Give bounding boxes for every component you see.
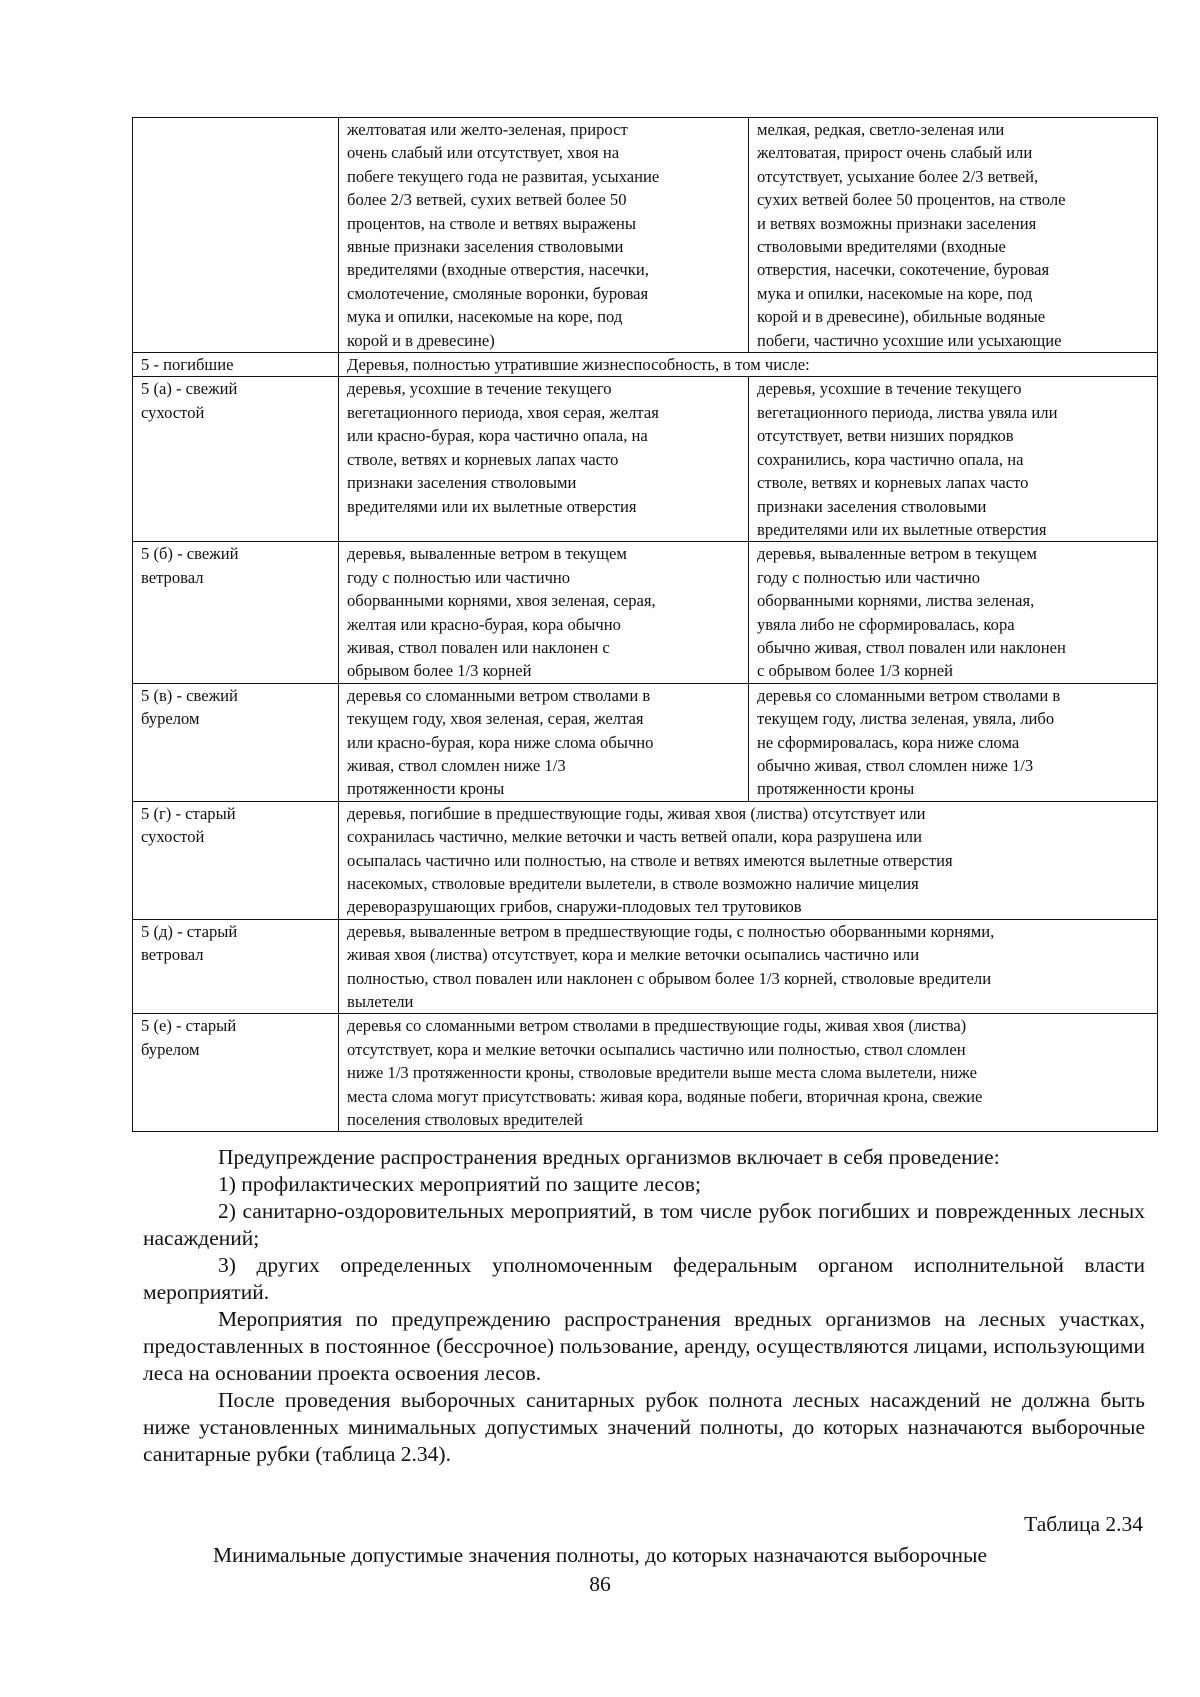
table-label: Таблица 2.34 bbox=[1024, 1512, 1143, 1536]
body-text bbox=[143, 1144, 1145, 1468]
paragraph: 2) санитарно-оздоровительных мероприятий, в том числе рубок погибших и поврежденных лесных насаждений; bbox=[143, 1199, 1145, 1250]
merged-description-cell: деревья со сломанными ветром стволами в предшествующие годы, живая хвоя (листва) отсутствует, кора и мелкие веточки осыпались частично или полностью, ствол сломлен ниже 1/3 протяженности кроны, стволовые вредители выше места слома вылетели, ниже места слома могут присутствовать: живая кора, водяные побеги, вторичная крона, свежие поселения стволовых вредителей bbox=[339, 1014, 1158, 1132]
merged-description-cell: деревья, погибшие в предшествующие годы, живая хвоя (листва) отсутствует или сохранилась частично, мелкие веточки и часть ветвей опали, кора разрушена или осыпалась частично или полностью, на стволе и ветвях имеются вылетные отверстия насекомых, стволовые вредители вылетели, в стволе возможно наличие мицелия дереворазрушающих грибов, снаружи-плодовых тел трутовиков bbox=[339, 801, 1158, 919]
table-row bbox=[133, 377, 1158, 542]
deciduous-description-cell: деревья, усохшие в течение текущего вегетационного периода, листва увяла или отсутствует, ветви низших порядков сохранились, кора частично опала, на стволе, ветвях и корневых лапах часто признаки заселения стволовыми вредителями или их вылетные отверстия bbox=[749, 377, 1158, 542]
category-cell: 5 (д) - старый ветровал bbox=[133, 919, 339, 1014]
table-row bbox=[133, 919, 1158, 1014]
category-cell: 5 - погибшие bbox=[133, 353, 339, 377]
category-cell: 5 (г) - старый сухостой bbox=[133, 801, 339, 919]
conifer-description-cell: деревья со сломанными ветром стволами в текущем году, хвоя зеленая, серая, желтая или красно-бурая, кора ниже слома обычно живая, ствол сломлен ниже 1/3 протяженности кроны bbox=[339, 683, 749, 801]
deciduous-description-cell: деревья, вываленные ветром в текущем году с полностью или частично оборванными корнями, листва зеленая, увяла либо не сформировалась, кора обычно живая, ствол повален или наклонен с обрывом более 1/3 корней bbox=[749, 542, 1158, 683]
merged-description-cell: Деревья, полностью утратившие жизнеспособность, в том числе: bbox=[339, 353, 1158, 377]
category-cell: 5 (в) - свежий бурелом bbox=[133, 683, 339, 801]
table-row bbox=[133, 118, 1158, 353]
table-row bbox=[133, 353, 1158, 377]
paragraph: Мероприятия по предупреждению распространения вредных организмов на лесных участках, предоставленных в постоянное (бессрочное) пользование, аренду, осуществляются лицами, использующими леса на основании проекта освоения лесов. bbox=[143, 1307, 1145, 1385]
merged-description-cell: деревья, вываленные ветром в предшествующие годы, с полностью оборванными корнями, живая хвоя (листва) отсутствует, кора и мелкие веточки осыпались частично или полностью, ствол повален или наклонен с обрывом более 1/3 корней, стволовые вредители вылетели bbox=[339, 919, 1158, 1014]
table-row bbox=[133, 1014, 1158, 1132]
category-cell: 5 (е) - старый бурелом bbox=[133, 1014, 339, 1132]
paragraph: Предупреждение распространения вредных организмов включает в себя проведение: bbox=[218, 1145, 1000, 1169]
paragraph: 1) профилактических мероприятий по защите лесов; bbox=[218, 1172, 701, 1196]
page-number: 86 bbox=[589, 1572, 611, 1596]
tree-condition-table bbox=[132, 117, 1158, 1132]
deciduous-description-cell: мелкая, редкая, светло-зеленая или желтоватая, прирост очень слабый или отсутствует, усыхание более 2/3 ветвей, сухих ветвей более 50 процентов, на стволе и ветвях возможны признаки заселения стволовыми вредителями (входные отверстия, насечки, сокотечение, буровая мука и опилки, насекомые на коре, под корой и в древесине), обильные водяные побеги, частично усохшие или усыхающие bbox=[749, 118, 1158, 353]
deciduous-description-cell: деревья со сломанными ветром стволами в текущем году, листва зеленая, увяла, либо не сформировалась, кора ниже слома обычно живая, ствол сломлен ниже 1/3 протяженности кроны bbox=[749, 683, 1158, 801]
conifer-description-cell: деревья, усохшие в течение текущего вегетационного периода, хвоя серая, желтая или красно-бурая, кора частично опала, на стволе, ветвях и корневых лапах часто признаки заселения стволовыми вредителями или их вылетные отверстия bbox=[339, 377, 749, 542]
table-title: Минимальные допустимые значения полноты, до которых назначаются выборочные bbox=[212, 1543, 988, 1567]
conifer-description-cell: деревья, вываленные ветром в текущем году с полностью или частично оборванными корнями, хвоя зеленая, серая, желтая или красно-бурая, кора обычно живая, ствол повален или наклонен с обрывом более 1/3 корней bbox=[339, 542, 749, 683]
category-cell bbox=[133, 118, 339, 353]
table-row bbox=[133, 683, 1158, 801]
category-cell: 5 (б) - свежий ветровал bbox=[133, 542, 339, 683]
table-row bbox=[133, 801, 1158, 919]
paragraph: После проведения выборочных санитарных рубок полнота лесных насаждений не должна быть ниже установленных минимальных допустимых значений полноты, до которых назначаются выборочные санитарные рубки (таблица 2.34). bbox=[143, 1388, 1145, 1466]
table-row bbox=[133, 542, 1158, 683]
conifer-description-cell: желтоватая или желто-зеленая, прирост очень слабый или отсутствует, хвоя на побеге текущего года не развитая, усыхание более 2/3 ветвей, сухих ветвей более 50 процентов, на стволе и ветвях выражены явные признаки заселения стволовыми вредителями (входные отверстия, насечки, смолотечение, смоляные воронки, буровая мука и опилки, насекомые на коре, под корой и в древесине) bbox=[339, 118, 749, 353]
category-cell: 5 (а) - свежий сухостой bbox=[133, 377, 339, 542]
paragraph: 3) других определенных уполномоченным федеральным органом исполнительной власти мероприятий. bbox=[143, 1253, 1145, 1304]
